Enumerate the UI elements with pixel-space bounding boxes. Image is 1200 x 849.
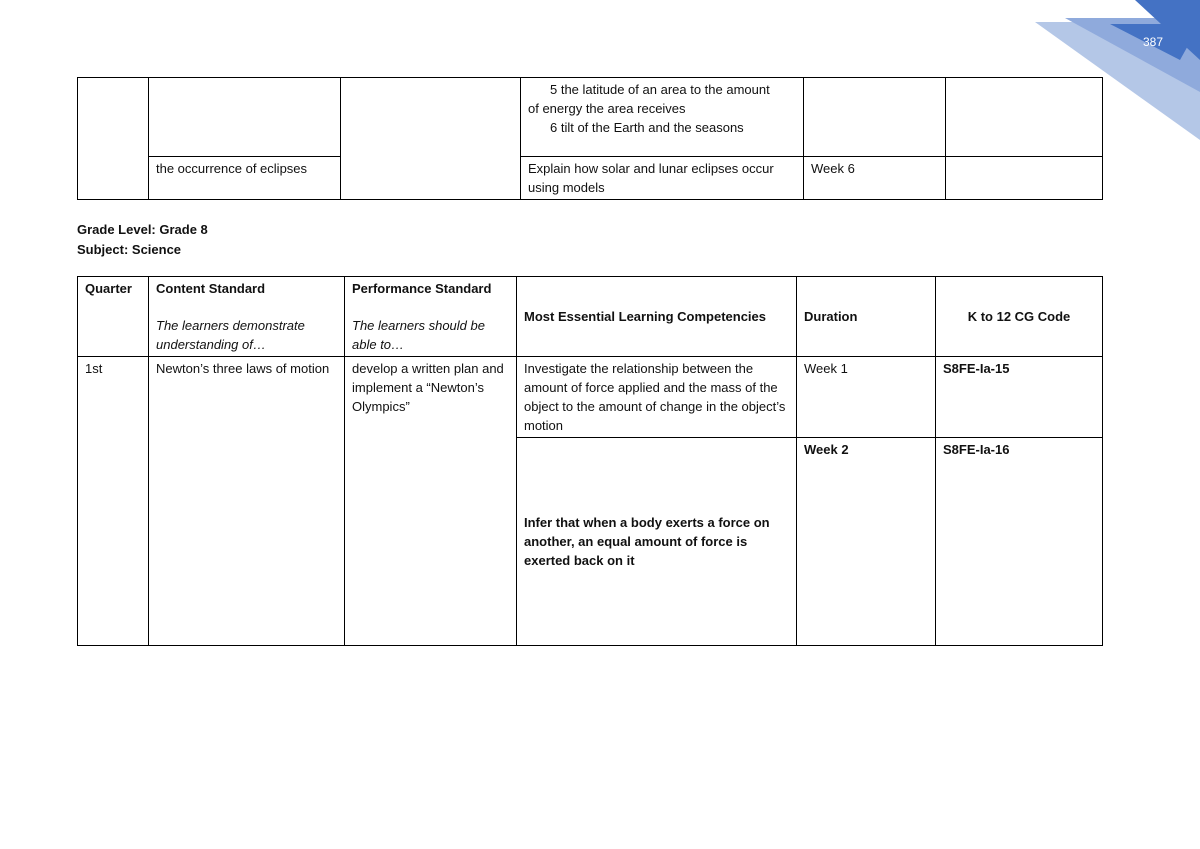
header-code: K to 12 CG Code [936,277,1103,357]
code-cell: S8FE-Ia-16 [936,438,1103,646]
header-content-standard [149,277,345,357]
header-melc: Most Essential Learning Competencies [517,277,797,357]
duration-cell [804,78,946,157]
header-row [78,277,1103,357]
list-item: 6 tilt of the Earth and the seasons [550,120,744,135]
list-item: of energy the area receives [528,101,686,116]
competency-cell: Explain how solar and lunar eclipses occur using models [521,157,804,200]
table-row [78,78,1103,157]
duration-cell: Week 1 [797,357,936,438]
header-subtitle: The learners should be able to… [352,318,485,352]
code-cell [946,157,1103,200]
header-label: Performance Standard [352,281,492,296]
list-item: 5 the latitude of an area to the amount [550,82,770,97]
duration-cell: Week 6 [804,157,946,200]
code-cell: S8FE-Ia-15 [936,357,1103,438]
content-cell [149,78,341,157]
subject: Subject: Science [77,242,182,257]
curriculum-table [77,276,1103,646]
page-number: 387 [1142,35,1164,49]
content-cell: Newton’s three laws of motion [149,357,345,646]
performance-cell: develop a written plan and implement a “Newton’s Olympics” [345,357,517,646]
performance-cell [341,78,521,200]
document-meta [77,220,208,260]
competency-cell: Infer that when a body exerts a force on another, an equal amount of force is exerted back on it [517,438,797,646]
header-performance-standard [345,277,517,357]
code-cell [946,78,1103,157]
table-row [78,357,1103,438]
header-subtitle: The learners demonstrate understanding of… [156,318,305,352]
table-row [78,157,1103,200]
grade-level: Grade Level: Grade 8 [77,222,208,237]
continued-table [77,77,1103,200]
quarter-cell [78,78,149,200]
header-duration: Duration [797,277,936,357]
competency-cell: Investigate the relationship between the amount of force applied and the mass of the object to the amount of change in the object’s motion [517,357,797,438]
quarter-cell: 1st [78,357,149,646]
competency-cell [521,78,804,157]
header-label: Content Standard [156,281,266,296]
header-quarter: Quarter [78,277,149,357]
duration-cell: Week 2 [797,438,936,646]
content-cell: the occurrence of eclipses [149,157,341,200]
